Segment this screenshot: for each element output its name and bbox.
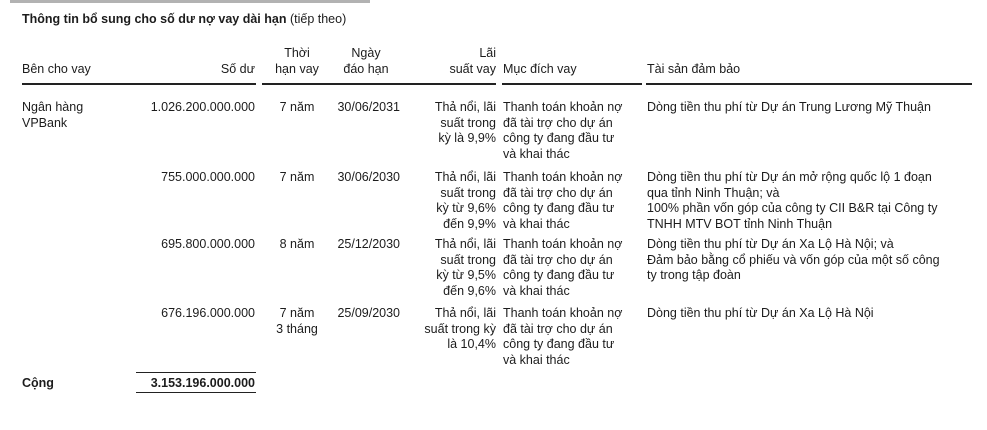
- row-maturity: 25/09/2030: [337, 306, 400, 320]
- row-rate-line: đến 9,9%: [443, 216, 496, 231]
- row-term-line: 8 năm: [279, 237, 315, 251]
- header-collateral: Tài sản đảm bảo: [647, 62, 741, 76]
- row-collateral-line: Đảm bảo bằng cổ phiếu và vốn góp của một số công: [647, 252, 940, 267]
- total-label: Cộng: [22, 376, 54, 390]
- row-rate-line: kỳ là 9,9%: [438, 131, 496, 145]
- row-purpose: [503, 306, 638, 368]
- header-rule-1: [22, 83, 256, 85]
- row-term-line: 7 năm: [279, 306, 315, 320]
- lender-line2: VPBank: [22, 115, 68, 130]
- row-balance: 695.800.000.000: [161, 237, 255, 251]
- row-purpose-line: Thanh toán khoản nợ: [503, 306, 623, 320]
- header-rate-line2: suất vay: [449, 61, 496, 76]
- row-purpose-line: và khai thác: [503, 216, 570, 231]
- row-purpose-line: Thanh toán khoản nợ: [503, 237, 623, 251]
- row-purpose-line: đã tài trợ cho dự án: [503, 115, 613, 130]
- row-purpose-line: công ty đang đầu tư: [503, 201, 615, 215]
- row-rate-line: suất trong: [440, 115, 496, 130]
- title-main: Thông tin bổ sung cho số dư nợ vay dài hạn: [22, 12, 287, 26]
- header-term-line2: hạn vay: [275, 61, 319, 76]
- row-rate-line: Thả nổi, lãi: [434, 100, 496, 114]
- row-purpose-line: và khai thác: [503, 283, 570, 298]
- header-maturity-line2: đáo hạn: [343, 61, 389, 76]
- row-term-line: 7 năm: [279, 170, 315, 184]
- header-lender: Bên cho vay: [22, 62, 91, 76]
- header-balance: Số dư: [220, 62, 255, 76]
- row-purpose-line: đã tài trợ cho dự án: [503, 252, 613, 267]
- header-rule-4: [646, 83, 972, 85]
- row-purpose-line: và khai thác: [503, 352, 570, 367]
- row-purpose-line: và khai thác: [503, 146, 570, 161]
- row-collateral-line: 100% phần vốn góp của công ty CII B&R tại Công ty: [647, 201, 938, 215]
- lender-name: [22, 100, 83, 131]
- header-rate-line1: Lãi: [479, 46, 496, 60]
- row-purpose-line: đã tài trợ cho dự án: [503, 321, 613, 336]
- row-collateral: [647, 237, 977, 284]
- top-border-line: [10, 0, 370, 3]
- row-purpose-line: đã tài trợ cho dự án: [503, 185, 613, 200]
- row-balance: 755.000.000.000: [161, 170, 255, 184]
- row-term-line: 3 tháng: [276, 321, 318, 336]
- header-rule-2: [262, 83, 496, 85]
- row-rate-line: kỳ từ 9,6%: [436, 201, 496, 215]
- row-rate: [404, 170, 496, 232]
- row-collateral: [647, 170, 977, 232]
- row-collateral-line: Dòng tiền thu phí từ Dự án Xa Lộ Hà Nội: [647, 306, 874, 320]
- row-collateral-line: Dòng tiền thu phí từ Dự án Xa Lộ Hà Nội; và: [647, 237, 894, 251]
- row-rate-line: đến 9,6%: [443, 283, 496, 298]
- row-purpose-line: công ty đang đầu tư: [503, 268, 615, 282]
- row-term-line: 7 năm: [279, 100, 315, 114]
- row-rate-line: Thả nổi, lãi: [434, 237, 496, 251]
- row-purpose-line: Thanh toán khoản nợ: [503, 100, 623, 114]
- row-collateral-line: Dòng tiền thu phí từ Dự án Trung Lương Mỹ Thuận: [647, 100, 931, 114]
- header-rule-3: [502, 83, 642, 85]
- row-maturity: 25/12/2030: [337, 237, 400, 251]
- row-rate: [404, 306, 496, 353]
- row-collateral: [647, 100, 977, 116]
- row-purpose-line: công ty đang đầu tư: [503, 131, 615, 145]
- row-purpose-line: Thanh toán khoản nợ: [503, 170, 623, 184]
- total-rule-top: [136, 372, 256, 373]
- row-rate-line: Thả nổi, lãi: [434, 170, 496, 184]
- row-rate-line: suất trong: [440, 252, 496, 267]
- row-maturity: 30/06/2030: [337, 170, 400, 184]
- header-rate: [410, 46, 496, 77]
- row-rate-line: suất trong: [440, 185, 496, 200]
- row-collateral-line: Dòng tiền thu phí từ Dự án mở rộng quốc lộ 1 đoạn: [647, 170, 932, 184]
- row-rate-line: suất trong kỳ: [424, 321, 496, 336]
- row-balance: 1.026.200.000.000: [150, 100, 255, 114]
- total-rule-bottom: [136, 392, 256, 393]
- header-maturity-line1: Ngày: [351, 46, 381, 60]
- row-rate: [404, 237, 496, 299]
- header-term: [262, 46, 332, 77]
- row-collateral: [647, 306, 977, 322]
- header-term-line1: Thời: [284, 46, 310, 60]
- row-purpose-line: công ty đang đầu tư: [503, 337, 615, 351]
- row-purpose: [503, 100, 638, 162]
- header-maturity: [326, 46, 406, 77]
- row-collateral-line: TNHH MTV BOT tỉnh Ninh Thuận: [647, 216, 833, 231]
- row-purpose: [503, 170, 638, 232]
- row-maturity: 30/06/2031: [337, 100, 400, 114]
- row-collateral-line: qua tỉnh Ninh Thuận; và: [647, 185, 780, 200]
- title-suffix: (tiếp theo): [289, 12, 347, 26]
- total-value: 3.153.196.000.000: [150, 376, 255, 390]
- header-purpose: Mục đích vay: [503, 62, 577, 76]
- row-rate-line: Thả nổi, lãi: [434, 306, 496, 320]
- lender-line1: Ngân hàng: [22, 100, 84, 114]
- row-rate-line: là 10,4%: [447, 337, 496, 351]
- row-rate: [404, 100, 496, 147]
- page-title: [22, 12, 346, 26]
- row-rate-line: kỳ từ 9,5%: [436, 268, 496, 282]
- row-balance: 676.196.000.000: [161, 306, 255, 320]
- row-purpose: [503, 237, 638, 299]
- row-collateral-line: ty trong tập đoàn: [647, 268, 741, 282]
